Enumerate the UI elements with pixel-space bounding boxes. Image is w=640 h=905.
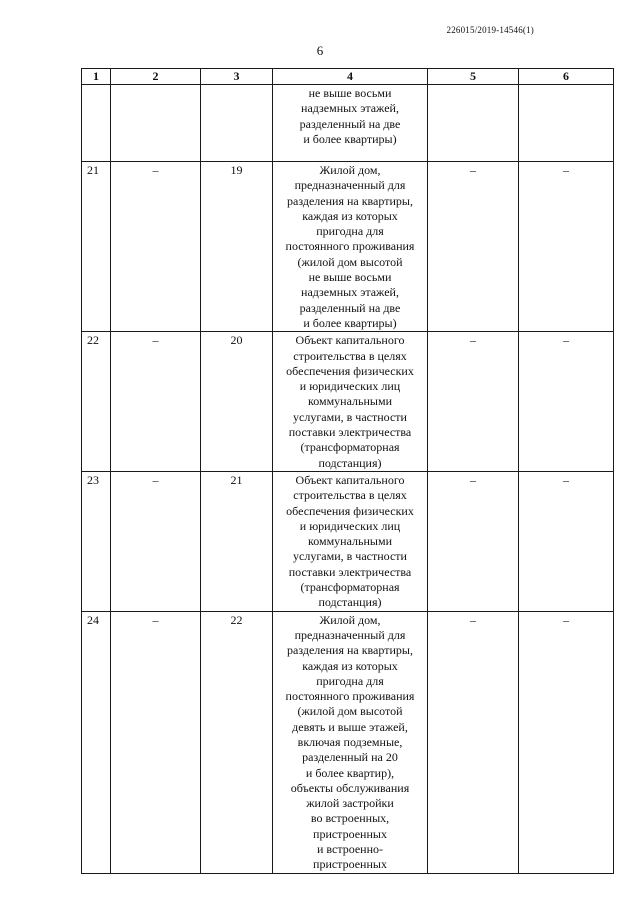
table-row	[82, 85, 614, 162]
column-header-4: 4	[273, 69, 428, 85]
table-cell-col5: –	[428, 611, 519, 873]
table-cell-col2: –	[111, 611, 201, 873]
table-row	[82, 471, 614, 611]
table-cell-number: 21	[82, 162, 111, 332]
table-row	[82, 611, 614, 873]
table-cell-col5	[428, 85, 519, 162]
table-cell-col3: 21	[201, 471, 273, 611]
table-cell-col2: –	[111, 471, 201, 611]
table-cell-number: 22	[82, 332, 111, 472]
table-cell-col2	[111, 85, 201, 162]
table-cell-col6: –	[519, 332, 614, 472]
table-cell-description: Жилой дом, предназначенный для разделения на квартиры, каждая из которых пригодна для постоянного проживания (жилой дом высотой девять и выше этажей, включая подземные, разделенный на 20 и более квартир), объекты обслуживания жилой застройки во встроенных, пристроенных и встроенно- пристроенных	[273, 611, 428, 873]
table-cell-col3: 20	[201, 332, 273, 472]
table-cell-col6: –	[519, 162, 614, 332]
table-cell-description: Объект капитального строительства в целях обеспечения физических и юридических лиц коммунальными услугами, в частности поставки электричества (трансформаторная подстанция)	[273, 332, 428, 472]
table-cell-col2: –	[111, 162, 201, 332]
column-header-2: 2	[111, 69, 201, 85]
table-cell-col3	[201, 85, 273, 162]
table-cell-col2: –	[111, 332, 201, 472]
table-cell-col5: –	[428, 471, 519, 611]
table-cell-description: Объект капитального строительства в целях обеспечения физических и юридических лиц коммунальными услугами, в частности поставки электричества (трансформаторная подстанция)	[273, 471, 428, 611]
table-cell-col3: 19	[201, 162, 273, 332]
table-cell-number: 23	[82, 471, 111, 611]
table-cell-number: 24	[82, 611, 111, 873]
column-header-1: 1	[82, 69, 111, 85]
column-header-6: 6	[519, 69, 614, 85]
data-table	[81, 68, 614, 874]
table-cell-col6: –	[519, 611, 614, 873]
table-cell-description: Жилой дом, предназначенный для разделения на квартиры, каждая из которых пригодна для постоянного проживания (жилой дом высотой не выше восьми надземных этажей, разделенный на две и более квартиры)	[273, 162, 428, 332]
table-cell-description: не выше восьми надземных этажей, разделенный на две и более квартиры)	[273, 85, 428, 162]
table-cell-col3: 22	[201, 611, 273, 873]
table-cell-col5: –	[428, 162, 519, 332]
column-header-3: 3	[201, 69, 273, 85]
table-cell-col6	[519, 85, 614, 162]
table-cell-col5: –	[428, 332, 519, 472]
page-number: 6	[316, 43, 324, 58]
table-header-row	[82, 69, 614, 85]
table-row	[82, 332, 614, 472]
table-cell-col6: –	[519, 471, 614, 611]
table-row	[82, 162, 614, 332]
document-code: 226015/2019-14546(1)	[446, 25, 534, 35]
column-header-5: 5	[428, 69, 519, 85]
table-cell-number	[82, 85, 111, 162]
